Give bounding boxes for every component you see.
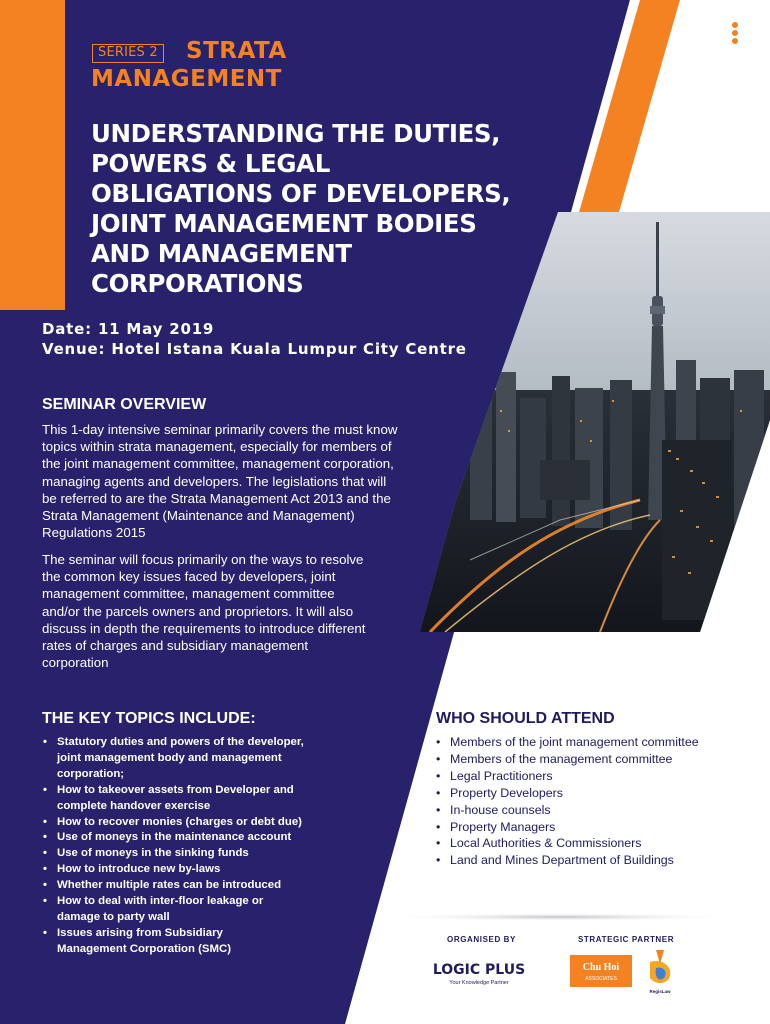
section-divider (380, 912, 740, 922)
list-item: • Local Authorities & Commissioners (436, 835, 699, 852)
list-item-line: • How to recover monies (charges or debt due) (57, 815, 302, 828)
overview-paragraph-1 (42, 421, 452, 541)
strategic-partner-label: STRATEGIC PARTNER (578, 935, 675, 944)
list-item-line: joint management body and management (57, 751, 282, 764)
list-item (42, 815, 362, 831)
list-item-line: • Use of moneys in the maintenance account (57, 831, 292, 844)
event-venue: Venue: Hotel Istana Kuala Lumpur City Centre (42, 340, 467, 358)
list-item (42, 926, 362, 958)
paragraph-line: topics within strata management, especially for members of (42, 439, 392, 455)
brand-title-line1: STRATA (186, 38, 287, 64)
paragraph-line: and/or the parcels owners and proprietors. It will also (42, 603, 354, 619)
event-date: Date: 11 May 2019 (42, 320, 215, 338)
list-item (42, 830, 362, 846)
paragraph-line: managing agents and developers. The legislations that will (42, 473, 387, 489)
list-item-line: corporation; (57, 767, 125, 780)
paragraph-line: be referred to are the Strata Management Act 2013 and the (42, 490, 391, 506)
logic-plus-tagline: Your Knowledge Partner (449, 980, 509, 986)
kebab-menu-icon[interactable] (731, 22, 739, 44)
key-topics-heading: THE KEY TOPICS INCLUDE: (42, 710, 256, 727)
list-item-line: damage to party wall (57, 910, 170, 923)
list-item (42, 783, 362, 815)
regislaw-logo (642, 948, 678, 996)
organised-by-label: ORGANISED BY (447, 935, 516, 944)
list-item: • Property Managers (436, 819, 699, 836)
list-item: • Legal Practitioners (436, 768, 699, 785)
paragraph-line: management committee, management committee (42, 586, 335, 602)
list-item (42, 894, 362, 926)
chu-hoi-name: Chu Hoi (582, 962, 620, 973)
key-topics-list (42, 735, 362, 958)
list-item-line: • Use of moneys in the sinking funds (57, 847, 249, 860)
title-line: UNDERSTANDING THE DUTIES, (91, 119, 501, 148)
chu-hoi-associates-logo (570, 955, 632, 987)
paragraph-line: This 1-day intensive seminar primarily covers the must know (42, 422, 398, 437)
list-item-line: • How to introduce new by-laws (57, 863, 221, 876)
who-should-attend-list (436, 734, 699, 869)
title-line: CORPORATIONS (91, 269, 304, 298)
list-item-line: • Statutory duties and powers of the developer, (57, 736, 304, 748)
title-line: AND MANAGEMENT (91, 239, 352, 268)
series-tag: SERIES 2 (92, 44, 164, 63)
list-item: • Property Developers (436, 785, 699, 802)
title-line: POWERS & LEGAL (91, 149, 330, 178)
chu-hoi-sub: ASSOCIATES (585, 976, 617, 982)
who-should-attend-heading: WHO SHOULD ATTEND (436, 710, 615, 727)
seminar-title (91, 119, 541, 299)
list-item-line: Management Corporation (SMC) (57, 942, 232, 955)
paragraph-line: the joint management committee, management corporation, (42, 456, 394, 472)
list-item-line: complete handover exercise (57, 799, 211, 812)
list-item: • In-house counsels (436, 802, 699, 819)
list-item (42, 735, 362, 783)
list-item-line: • How to deal with inter-floor leakage or (57, 895, 264, 908)
overview-heading: SEMINAR OVERVIEW (42, 396, 207, 413)
list-item (42, 862, 362, 878)
list-item: • Land and Mines Department of Buildings (436, 852, 699, 869)
list-item-line: • How to takeover assets from Developer and (57, 783, 294, 796)
list-item-line: • Whether multiple rates can be introduced (57, 879, 282, 892)
list-item (42, 846, 362, 862)
list-item (42, 878, 362, 894)
paragraph-line: discuss in depth the requirements to introduce different (42, 620, 366, 636)
paragraph-line: the common key issues faced by developers, joint (42, 569, 336, 585)
title-line: JOINT MANAGEMENT BODIES (91, 209, 477, 238)
list-item-line: • Issues arising from Subsidiary (57, 926, 223, 939)
title-line: OBLIGATIONS OF DEVELOPERS, (91, 179, 511, 208)
list-item: • Members of the joint management committee (436, 734, 699, 751)
logic-plus-name: LOGIC PLUS (432, 962, 526, 978)
paragraph-line: Strata Management (Maintenance and Management) (42, 508, 355, 524)
paragraph-line: rates of charges and subsidiary management (42, 638, 309, 654)
regislaw-name: RegisLaw (649, 989, 671, 994)
logic-plus-logo (428, 958, 530, 988)
paragraph-line: Regulations 2015 (42, 525, 146, 541)
overview-paragraph-2 (42, 551, 452, 671)
brand-title-line2: MANAGEMENT (91, 66, 282, 92)
list-item: • Members of the management committee (436, 751, 699, 768)
paragraph-line: The seminar will focus primarily on the ways to resolve (42, 552, 364, 567)
paragraph-line: corporation (42, 655, 109, 671)
